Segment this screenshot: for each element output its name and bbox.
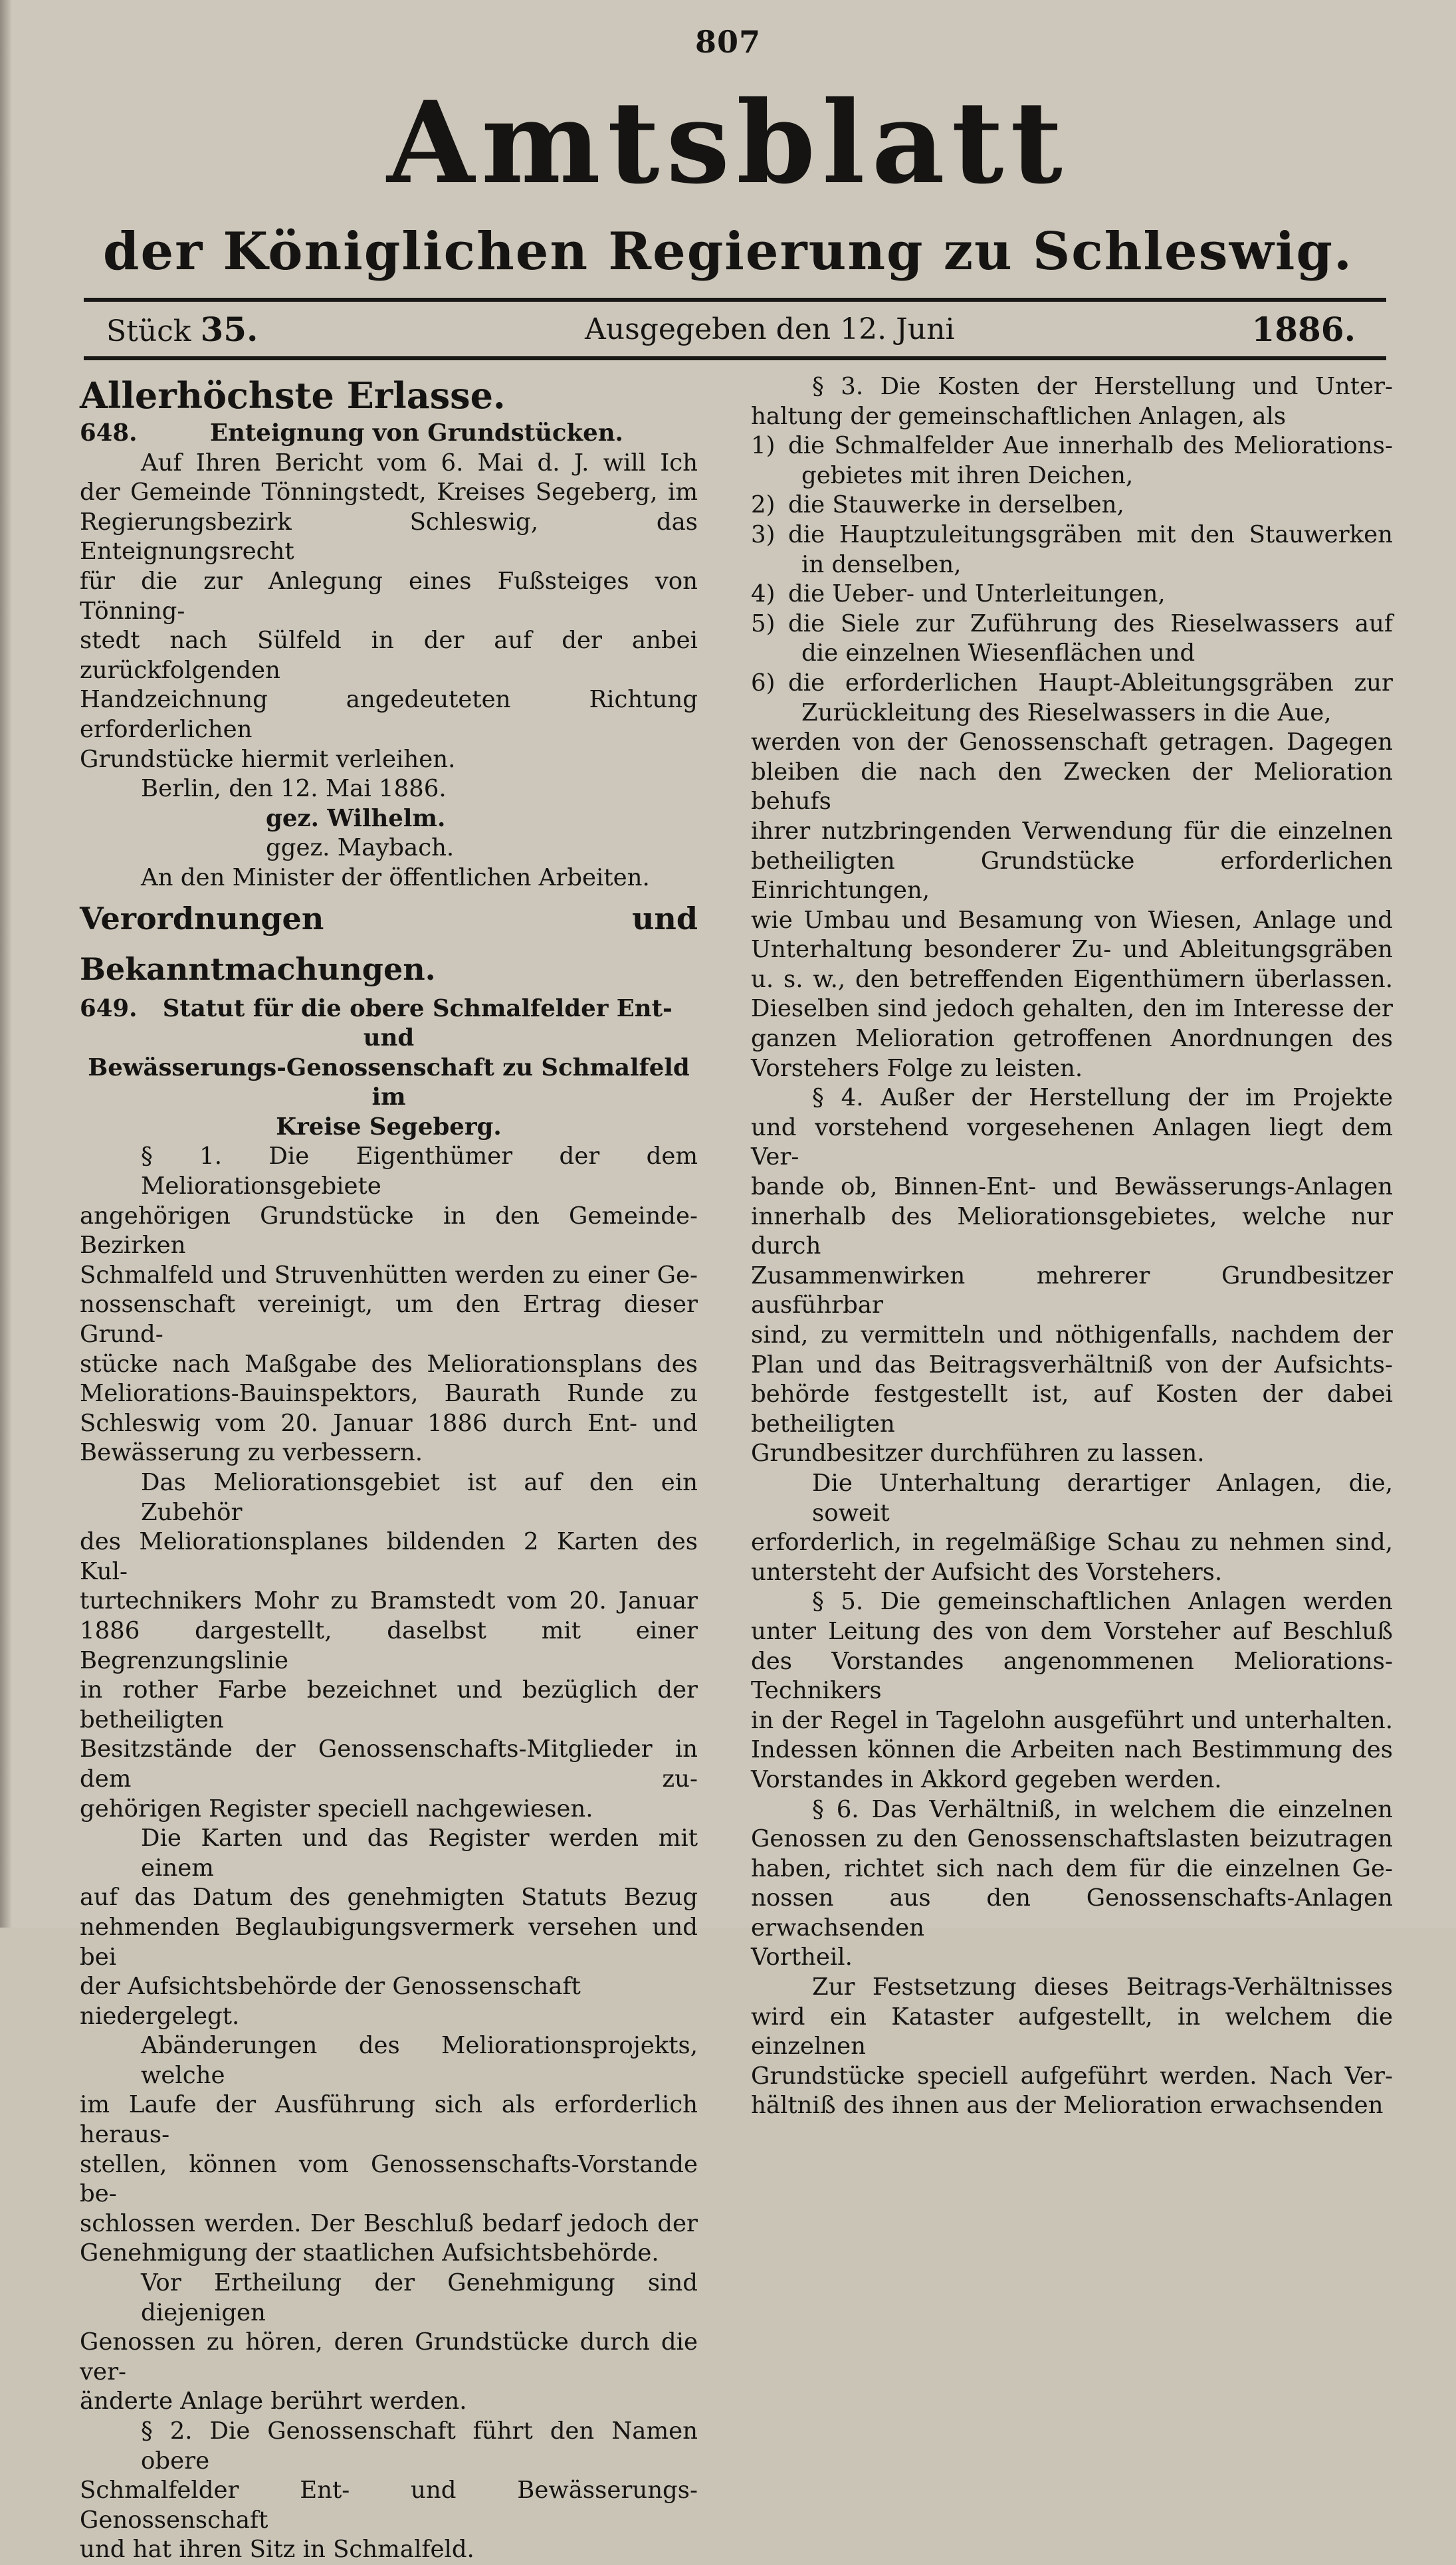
header-rule-bottom [84, 356, 1386, 360]
entry-649-title-line-3: Kreise Segeberg. [276, 1113, 502, 1141]
text-line: Meliorations-Bauinspektors, Baurath Runde zu [80, 1380, 698, 1408]
text-line: § 1. Die Eigenthümer der dem Meliorationsgebiete [141, 1143, 698, 1200]
list-item [751, 610, 1393, 639]
text-line: der Aufsichtsbehörde der Genossenschaft niedergelegt. [80, 1973, 581, 2030]
text-line: Unterhaltung besonderer Zu- und Ableitungsgräben [751, 936, 1393, 964]
text-line: § 3. Die Kosten der Herstellung und Unter- [812, 373, 1393, 400]
text-line: des Meliorationsplanes bildenden 2 Karten des Kul- [80, 1528, 698, 1585]
text-line: Plan und das Beitragsverhältniß von der Aufsichts- [751, 1351, 1393, 1379]
list-item-number: 6) [751, 669, 776, 697]
paragraph-5 [751, 1587, 1393, 1795]
text-line: für die zur Anlegung eines Fußsteiges von Tönning- [80, 567, 698, 625]
text-line: Die Unterhaltung derartiger Anlagen, die, soweit [812, 1469, 1393, 1527]
text-line: Die Karten und das Register werden mit einem [141, 1825, 698, 1882]
text-line: § 2. Die Genossenschaft führt den Namen obere [141, 2417, 698, 2475]
list-item-number: 1) [751, 432, 776, 460]
list-item-number: 5) [751, 610, 776, 637]
paragraph-6-cont [751, 1973, 1393, 2121]
text-line: Regierungsbezirk Schleswig, das Enteignungsrecht [80, 508, 698, 566]
text-line: Handzeichnung angedeuteten Richtung erforderlichen [80, 686, 698, 743]
text-line: Auf Ihren Bericht vom 6. Mai d. J. will Ich [141, 449, 698, 477]
list-item-text: die Stauwerke in derselben, [788, 491, 1124, 519]
text-line: Abänderungen des Meliorationsprojekts, welche [141, 2032, 698, 2089]
list-item [751, 699, 1393, 728]
section-title-verordnungen: Verordnungen und Bekanntmachungen. [80, 900, 698, 987]
text-line: § 6. Das Verhältniß, in welchem die einzelnen [812, 1795, 1393, 1823]
paragraph-3-intro [751, 372, 1393, 431]
text-line: des Vorstandes angenommenen Meliorations-Technikers [751, 1647, 1393, 1705]
text-line: in der Regel in Tagelohn ausgeführt und unterhalten. [751, 1706, 1393, 1734]
text-line: ganzen Melioration getroffenen Anordnungen des [751, 1025, 1393, 1053]
page-number: 807 [694, 24, 762, 60]
list-item-text: die einzelnen Wiesenflächen und [801, 639, 1196, 667]
entry-648-body [80, 449, 698, 775]
list-item-text: gebietes mit ihren Deichen, [801, 461, 1134, 489]
paragraph-3 [80, 1824, 698, 2031]
text-line: Grundstücke speciell aufgeführt werden. Nach Ver- [751, 2062, 1393, 2090]
text-line: Das Meliorationsgebiet ist auf den ein Zubehör [141, 1469, 698, 1526]
text-line: untersteht der Aufsicht des Vorstehers. [751, 1558, 1223, 1586]
text-line: bleiben die nach den Zwecken der Melioration behufs [751, 758, 1393, 816]
text-line: schlossen werden. Der Beschluß bedarf jedoch der [80, 2209, 698, 2237]
text-line: in rother Farbe bezeichnet und bezüglich der betheiligten [80, 1676, 698, 1733]
list-item-text: in denselben, [801, 550, 962, 578]
entry-648-addressee: An den Minister der öffentlichen Arbeiten. [141, 863, 650, 891]
text-line: auf das Datum des genehmigten Statuts Bezug [80, 1884, 698, 1912]
text-line: Schleswig vom 20. Januar 1886 durch Ent- und [80, 1409, 698, 1437]
list-item-text: die erforderlichen Haupt-Ableitungsgräben zur [788, 669, 1393, 697]
text-line: § 5. Die gemeinschaftlichen Anlagen werden [812, 1588, 1393, 1616]
list-item-text: die Hauptzuleitungsgräben mit den Stauwerken [788, 520, 1393, 548]
cost-item-list [751, 431, 1393, 728]
entry-648-place-date: Berlin, den 12. Mai 1886. [141, 775, 447, 803]
text-line: stedt nach Sülfeld in der auf der anbei zurückfolgenden [80, 627, 698, 684]
issue-year: 1886. [1251, 310, 1356, 349]
list-item-number [751, 699, 788, 728]
text-line: bande ob, Binnen-Ent- und Bewässerungs-Anlagen [751, 1173, 1393, 1201]
issue-number-value: 35. [200, 310, 259, 349]
issue-label: Stück [106, 314, 191, 348]
list-item [751, 550, 1393, 580]
text-line: angehörigen Grundstücke in den Gemeinde-Bezirken [80, 1202, 698, 1260]
text-line: sind, zu vermitteln und nöthigenfalls, nachdem der [751, 1321, 1393, 1349]
paragraph-1 [80, 1142, 698, 1468]
text-line: Vor Ertheilung der Genehmigung sind diejenigen [141, 2269, 698, 2326]
text-line: erforderlich, in regelmäßige Schau zu nehmen sind, [751, 1529, 1393, 1557]
issue-number [106, 310, 258, 352]
text-line: u. s. w., den betreffenden Eigenthümern überlassen. [751, 965, 1393, 993]
issue-date: Ausgegeben den 12. Juni [585, 312, 955, 346]
paragraph-3-cont [751, 728, 1393, 1083]
list-item-text: Zurückleitung des Rieselwassers in die Aue, [801, 699, 1332, 726]
list-item [751, 491, 1393, 520]
text-line: Indessen können die Arbeiten nach Bestimmung des [751, 1736, 1393, 1764]
paragraph-4 [80, 2031, 698, 2269]
right-column [751, 372, 1393, 2121]
text-line: unter Leitung des von dem Vorsteher auf Beschluß [751, 1617, 1393, 1645]
list-item [751, 580, 1393, 610]
text-line: § 4. Außer der Herstellung der im Projekte [812, 1084, 1393, 1112]
entry-648-countersignature: ggez. Maybach. [266, 834, 455, 862]
list-item-number: 3) [751, 520, 776, 548]
list-item-number: 4) [751, 580, 776, 608]
text-line: im Laufe der Ausführung sich als erforderlich heraus- [80, 2091, 698, 2149]
paragraph-4-cont [751, 1469, 1393, 1587]
text-line: Bewässerung zu verbessern. [80, 1439, 423, 1467]
entry-648-title: Enteignung von Grundstücken. [210, 419, 623, 447]
text-line: und vorstehend vorgesehenen Anlagen liegt dem Ver- [751, 1113, 1393, 1171]
list-item-number [751, 550, 788, 580]
text-line: wird ein Kataster aufgestellt, in welchem die einzelnen [751, 2003, 1393, 2061]
text-line: nossenschaft vereinigt, um den Ertrag dieser Grund- [80, 1291, 698, 1349]
paragraph-2 [80, 1468, 698, 1824]
text-line: innerhalb des Meliorationsgebietes, welche nur durch [751, 1202, 1393, 1260]
text-line: Grundbesitzer durchführen zu lassen. [751, 1440, 1205, 1468]
entry-648-signature: gez. Wilhelm. [266, 804, 446, 832]
entry-649-title-line-1 [80, 994, 698, 1054]
text-line: Vortheil. [751, 1944, 853, 1971]
paragraph-6 [751, 1795, 1393, 1973]
text-line: hältniß des ihnen aus der Melioration erwachsenden [751, 2092, 1384, 2120]
text-line: und hat ihren Sitz in Schmalfeld. [80, 2536, 474, 2564]
text-line: 1886 dargestellt, daselbst mit einer Begrenzungslinie [80, 1617, 698, 1674]
text-line: nossen aus den Genossenschafts-Anlagen erwachsenden [751, 1884, 1393, 1942]
list-item-number [751, 639, 788, 669]
text-line: wie Umbau und Besamung von Wiesen, Anlage und [751, 906, 1393, 934]
text-line: werden von der Genossenschaft getragen. Dagegen [751, 728, 1393, 756]
page-edge-shadow [0, 0, 12, 1928]
list-item [751, 520, 1393, 550]
entry-648-heading [80, 419, 698, 449]
text-line: Zusammenwirken mehrerer Grundbesitzer ausführbar [751, 1262, 1393, 1319]
entry-649-heading [80, 994, 698, 1143]
entry-648-number: 648. [80, 419, 138, 447]
list-item [751, 431, 1393, 461]
issue-line [106, 310, 1356, 350]
text-line: haltung der gemeinschaftlichen Anlagen, als [751, 402, 1287, 430]
text-line: behörde festgestellt ist, auf Kosten der dabei betheiligten [751, 1381, 1393, 1438]
text-line: Vorstehers Folge zu leisten. [751, 1054, 1083, 1082]
text-line: betheiligten Grundstücke erforderlichen Einrichtungen, [751, 847, 1393, 905]
text-line: Zur Festsetzung dieses Beitrags-Verhältnisses [812, 1973, 1393, 2001]
paragraph-5 [80, 2269, 698, 2417]
masthead-subtitle: der Königlichen Regierung zu Schleswig. [102, 221, 1354, 282]
text-line: Vorstandes in Akkord gegeben werden. [751, 1765, 1222, 1793]
text-line: Dieselben sind jedoch gehalten, den im Interesse der [751, 995, 1393, 1023]
left-column [80, 372, 698, 2565]
section-title-allerhoechste-erlasse: Allerhöchste Erlasse. [80, 374, 506, 417]
text-line: ihrer nutzbringenden Verwendung für die einzelnen [751, 817, 1393, 845]
text-line: Grundstücke hiermit verleihen. [80, 745, 456, 773]
list-item [751, 639, 1393, 669]
text-line: gehörigen Register speciell nachgewiesen. [80, 1795, 593, 1823]
text-line: stücke nach Maßgabe des Meliorationsplans des [80, 1350, 698, 1378]
list-item-text: die Siele zur Zuführung des Rieselwassers auf [788, 610, 1393, 637]
entry-649-title-text-1: Statut für die obere Schmalfelder Ent- und [162, 994, 673, 1052]
list-item-number: 2) [751, 491, 776, 519]
list-item-text: die Ueber- und Unterleitungen, [788, 580, 1166, 608]
text-line: Schmalfeld und Struvenhütten werden zu einer Ge- [80, 1261, 698, 1289]
list-item-text: die Schmalfelder Aue innerhalb des Meliorations- [788, 432, 1393, 460]
list-item [751, 669, 1393, 699]
list-item [751, 461, 1393, 491]
text-line: Genossen zu hören, deren Grundstücke durch die ver- [80, 2328, 698, 2386]
paragraph-4 [751, 1083, 1393, 1469]
text-line: änderte Anlage berührt werden. [80, 2388, 467, 2415]
text-line: Besitzstände der Genossenschafts-Mitglieder in dem zu- [80, 1735, 698, 1793]
entry-649-number: 649. [80, 994, 138, 1022]
text-line: haben, richtet sich nach dem für die einzelnen Ge- [751, 1854, 1393, 1882]
text-line: turtechnikers Mohr zu Bramstedt vom 20. Januar [80, 1587, 698, 1615]
text-line: stellen, können vom Genossenschafts-Vorstande be- [80, 2150, 698, 2208]
text-line: Genossen zu den Genossenschaftslasten beizutragen [751, 1825, 1393, 1853]
text-line: nehmenden Beglaubigungsvermerk versehen und bei [80, 1913, 698, 1971]
header-rule-top [84, 298, 1386, 302]
text-line: Schmalfelder Ent- und Bewässerungs-Genossenschaft [80, 2477, 698, 2534]
entry-649-title-line-2: Bewässerungs-Genossenschaft zu Schmalfeld im [88, 1054, 690, 1111]
paragraph-6 [80, 2417, 698, 2565]
masthead-title: Amtsblatt [387, 76, 1069, 209]
text-line: Genehmigung der staatlichen Aufsichtsbehörde. [80, 2239, 659, 2267]
list-item-number [751, 461, 788, 491]
text-line: der Gemeinde Tönningstedt, Kreises Segeberg, im [80, 479, 698, 506]
